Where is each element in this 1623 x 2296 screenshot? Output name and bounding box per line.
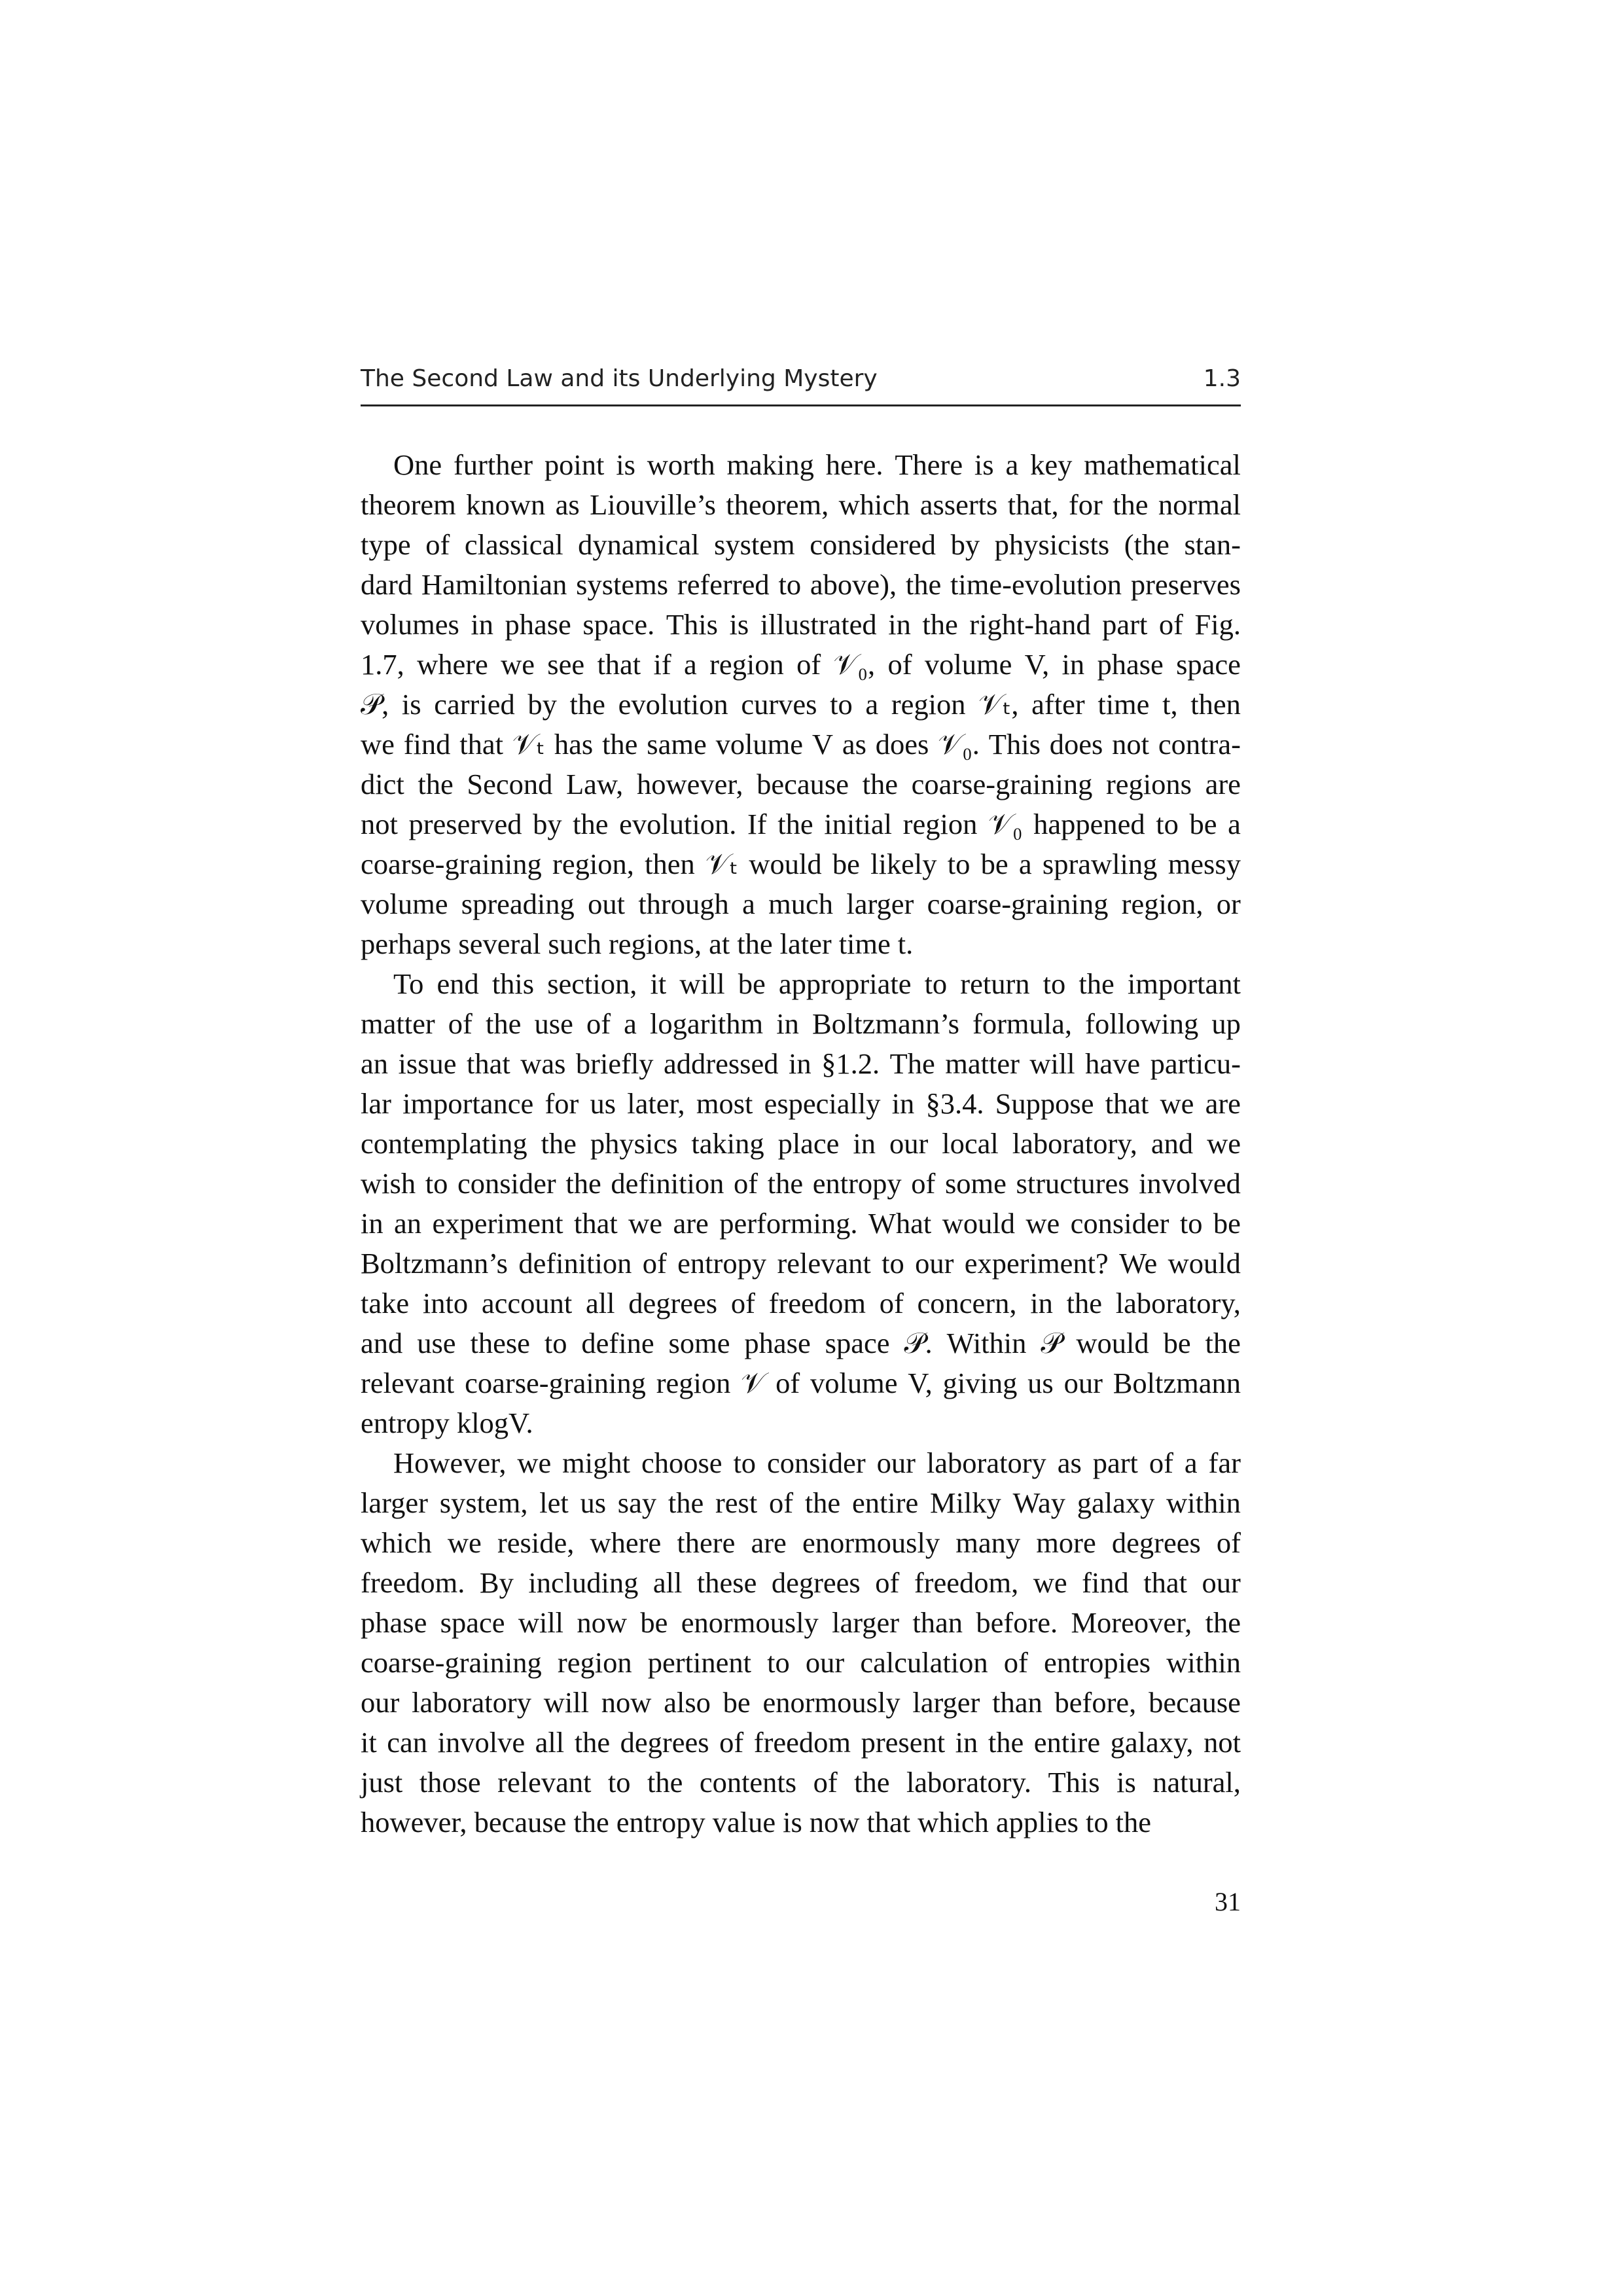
text-line: we find that 𝒱ₜ has the same volume V as does 𝒱₀. This does not contra- xyxy=(361,728,1241,761)
running-title: The Second Law and its Underlying Mystery xyxy=(361,365,878,392)
text-line: To end this section, it will be appropriate to return to the important xyxy=(393,967,1241,1000)
text-line: an issue that was briefly addressed in §1.2. The matter will have particu- xyxy=(361,1047,1241,1080)
text-line: freedom. By including all these degrees of freedom, we find that our xyxy=(361,1566,1241,1599)
text-line: wish to consider the definition of the entropy of some structures involved xyxy=(361,1167,1241,1200)
text-line: phase space will now be enormously larger than before. Moreover, the xyxy=(361,1606,1241,1639)
text-line: entropy klogV. xyxy=(361,1407,533,1439)
text-line: 1.7, where we see that if a region of 𝒱₀, of volume V, in phase space xyxy=(361,648,1241,681)
text-line: contemplating the physics taking place in our local laboratory, and we xyxy=(361,1127,1241,1160)
text-line: volume spreading out through a much larger coarse-graining region, or xyxy=(361,888,1241,920)
text-line: just those relevant to the contents of the laboratory. This is natural, xyxy=(361,1766,1241,1799)
text-line: relevant coarse-graining region 𝒱 of volume V, giving us our Boltzmann xyxy=(361,1367,1241,1399)
paragraph-3 xyxy=(361,1443,1241,1842)
text-line: type of classical dynamical system considered by physicists (the stan- xyxy=(361,528,1241,561)
text-line: however, because the entropy value is now that which applies to the xyxy=(361,1806,1151,1839)
running-head xyxy=(361,359,1241,406)
text-line: it can involve all the degrees of freedom present in the entire galaxy, not xyxy=(361,1726,1241,1759)
text-line: 𝒫, is carried by the evolution curves to a region 𝒱ₜ, after time t, then xyxy=(361,688,1241,721)
text-line: which we reside, where there are enormously many more degrees of xyxy=(361,1526,1241,1559)
text-line: However, we might choose to consider our laboratory as part of a far xyxy=(393,1446,1241,1479)
text-line: coarse-graining region, then 𝒱ₜ would be likely to be a sprawling messy xyxy=(361,848,1241,880)
section-number: 1.3 xyxy=(1203,365,1241,392)
paragraph-1 xyxy=(361,445,1241,964)
page-number: 31 xyxy=(1215,1887,1241,1916)
text-line: dict the Second Law, however, because the coarse-graining regions are xyxy=(361,768,1241,800)
text-line: lar importance for us later, most especially in §3.4. Suppose that we are xyxy=(361,1087,1241,1120)
text-line: One further point is worth making here. There is a key mathematical xyxy=(393,448,1241,481)
paragraph-2 xyxy=(361,964,1241,1443)
body-text xyxy=(361,445,1241,1842)
text-line: and use these to define some phase space 𝒫. Within 𝒫 would be the xyxy=(361,1327,1241,1359)
text-line: our laboratory will now also be enormously larger than before, because xyxy=(361,1686,1241,1719)
text-line: in an experiment that we are performing. What would we consider to be xyxy=(361,1207,1241,1240)
text-line: matter of the use of a logarithm in Boltzmann’s formula, following up xyxy=(361,1007,1241,1040)
text-line: not preserved by the evolution. If the initial region 𝒱₀ happened to be a xyxy=(361,808,1241,840)
text-line: take into account all degrees of freedom of concern, in the laboratory, xyxy=(361,1287,1241,1319)
text-line: coarse-graining region pertinent to our calculation of entropies within xyxy=(361,1646,1241,1679)
text-line: larger system, let us say the rest of the entire Milky Way galaxy within xyxy=(361,1486,1241,1519)
text-line: volumes in phase space. This is illustrated in the right-hand part of Fig. xyxy=(361,608,1241,641)
text-line: dard Hamiltonian systems referred to above), the time-evolution preserves xyxy=(361,568,1241,601)
text-line: Boltzmann’s definition of entropy relevant to our experiment? We would xyxy=(361,1247,1241,1280)
text-line: theorem known as Liouville’s theorem, which asserts that, for the normal xyxy=(361,488,1241,521)
text-line: perhaps several such regions, at the later time t. xyxy=(361,927,914,960)
